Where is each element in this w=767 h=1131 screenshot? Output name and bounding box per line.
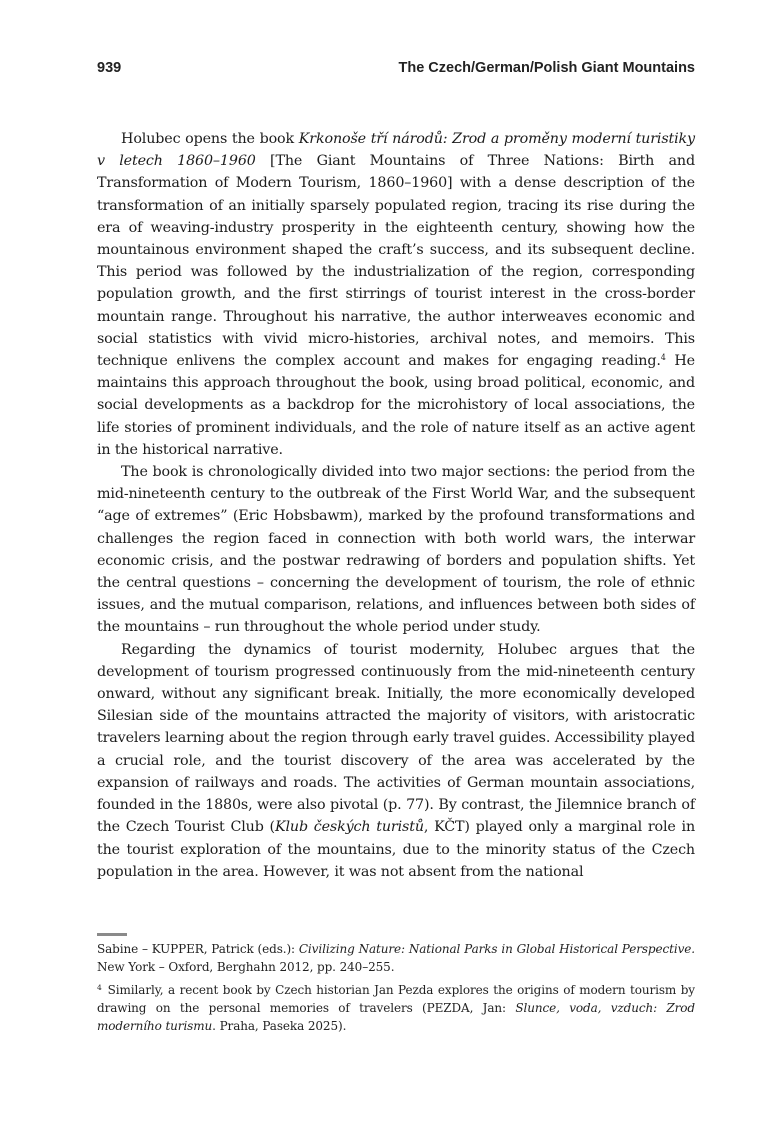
footnote-continued-italic: Civilizing Nature: National Parks in Global Historical Perspective. — [298, 942, 695, 956]
paragraph-3 — [97, 639, 695, 883]
footnote-continued — [97, 940, 695, 976]
footnotes — [97, 940, 695, 1040]
footnote-4-text-c: . Praha, Paseka 2025). — [212, 1019, 347, 1033]
paragraph-1-text-a: Holubec opens the book — [121, 131, 299, 147]
paragraph-1-text-c: [The Giant Mountains of Three Nations: Birth and Transformation of Modern Tourism, 1860–1960] with a dense description of the transformation of an initially sparsely populated region, tracing its rise during the era of weaving-industry prosperity in the eighteenth century, showing how the mountainous environment shaped the craft’s success, and its subsequent decline. This period was followed by the industrialization of the region, corresponding population growth, and the first stirrings of tourist interest in the cross-border mountain range. Throughout his narrative, the author interweaves economic and social statistics with vivid micro-histories, archival notes, and memoirs. This technique enlivens the complex account and makes for engaging reading. — [97, 153, 695, 370]
footnote-continued-text-c: New York – Oxford, Berghahn 2012, pp. 240–255. — [97, 960, 395, 974]
footnote-4-mark: 4 — [97, 983, 102, 992]
footnote-continued-text-a: Sabine – KUPPER, Patrick (eds.): — [97, 942, 299, 956]
paragraph-1 — [97, 128, 695, 461]
club-name-italic: Klub českých turistů — [274, 819, 424, 836]
paragraph-3-text-a: Regarding the dynamics of tourist modernity, Holubec argues that the development of tourism progressed continuously from the mid-nineteenth century onward, without any significant break. Initially, the more economically developed Silesian side of the mountains attracted the majority of visitors, with aristocratic travelers learning about the region through early travel guides. Accessibility played a crucial role, and the tourist discovery of the area was accelerated by the expansion of railways and roads. The activities of German mountain associations, founded in the 1880s, were also pivotal (p. 77). By contrast, the Jilemnice branch of the Czech Tourist Club ( — [97, 641, 695, 836]
footnote-reference-4[interactable]: 4 — [660, 353, 666, 363]
running-title: The Czech/German/Polish Giant Mountains — [398, 60, 695, 76]
book-title-italic: Krkonoše tří národů: Zrod a proměny moderní turistiky v letech 1860–1960 — [97, 131, 695, 170]
page-number: 939 — [97, 60, 122, 76]
footnote-divider — [97, 933, 127, 936]
paragraph-3-text-c: , KČT) played only a marginal role in the tourist exploration of the mountains, due to the minority status of the Czech population in the area. However, it was not absent from the national — [97, 819, 696, 880]
paragraph-1-text-d: He maintains this approach throughout the book, using broad political, economic, and social developments as a backdrop for the microhistory of local associations, the life stories of prominent individuals, and the role of nature itself as an active agent in the historical narrative. — [97, 353, 695, 458]
footnote-4-text-a: Similarly, a recent book by Czech historian Jan Pezda explores the origins of modern tourism by drawing on the personal memories of travelers (PEZDA, Jan: — [97, 983, 695, 1015]
footnote-4-italic: Slunce, voda, vzduch: Zrod moderního turismu — [97, 1001, 695, 1033]
running-header — [97, 60, 695, 80]
body-text — [97, 128, 695, 883]
footnote-4 — [97, 981, 695, 1035]
paragraph-2: The book is chronologically divided into two major sections: the period from the mid-nineteenth century to the outbreak of the First World War, and the subsequent “age of extremes” (Eric Hobsbawm), marked by the profound transformations and challenges the region faced in connection with both world wars, the interwar economic crisis, and the postwar redrawing of borders and population shifts. Yet the central questions – concerning the development of tourism, the role of ethnic issues, and the mutual comparison, relations, and influences between both sides of the mountains – run throughout the whole period under study. — [97, 464, 695, 636]
